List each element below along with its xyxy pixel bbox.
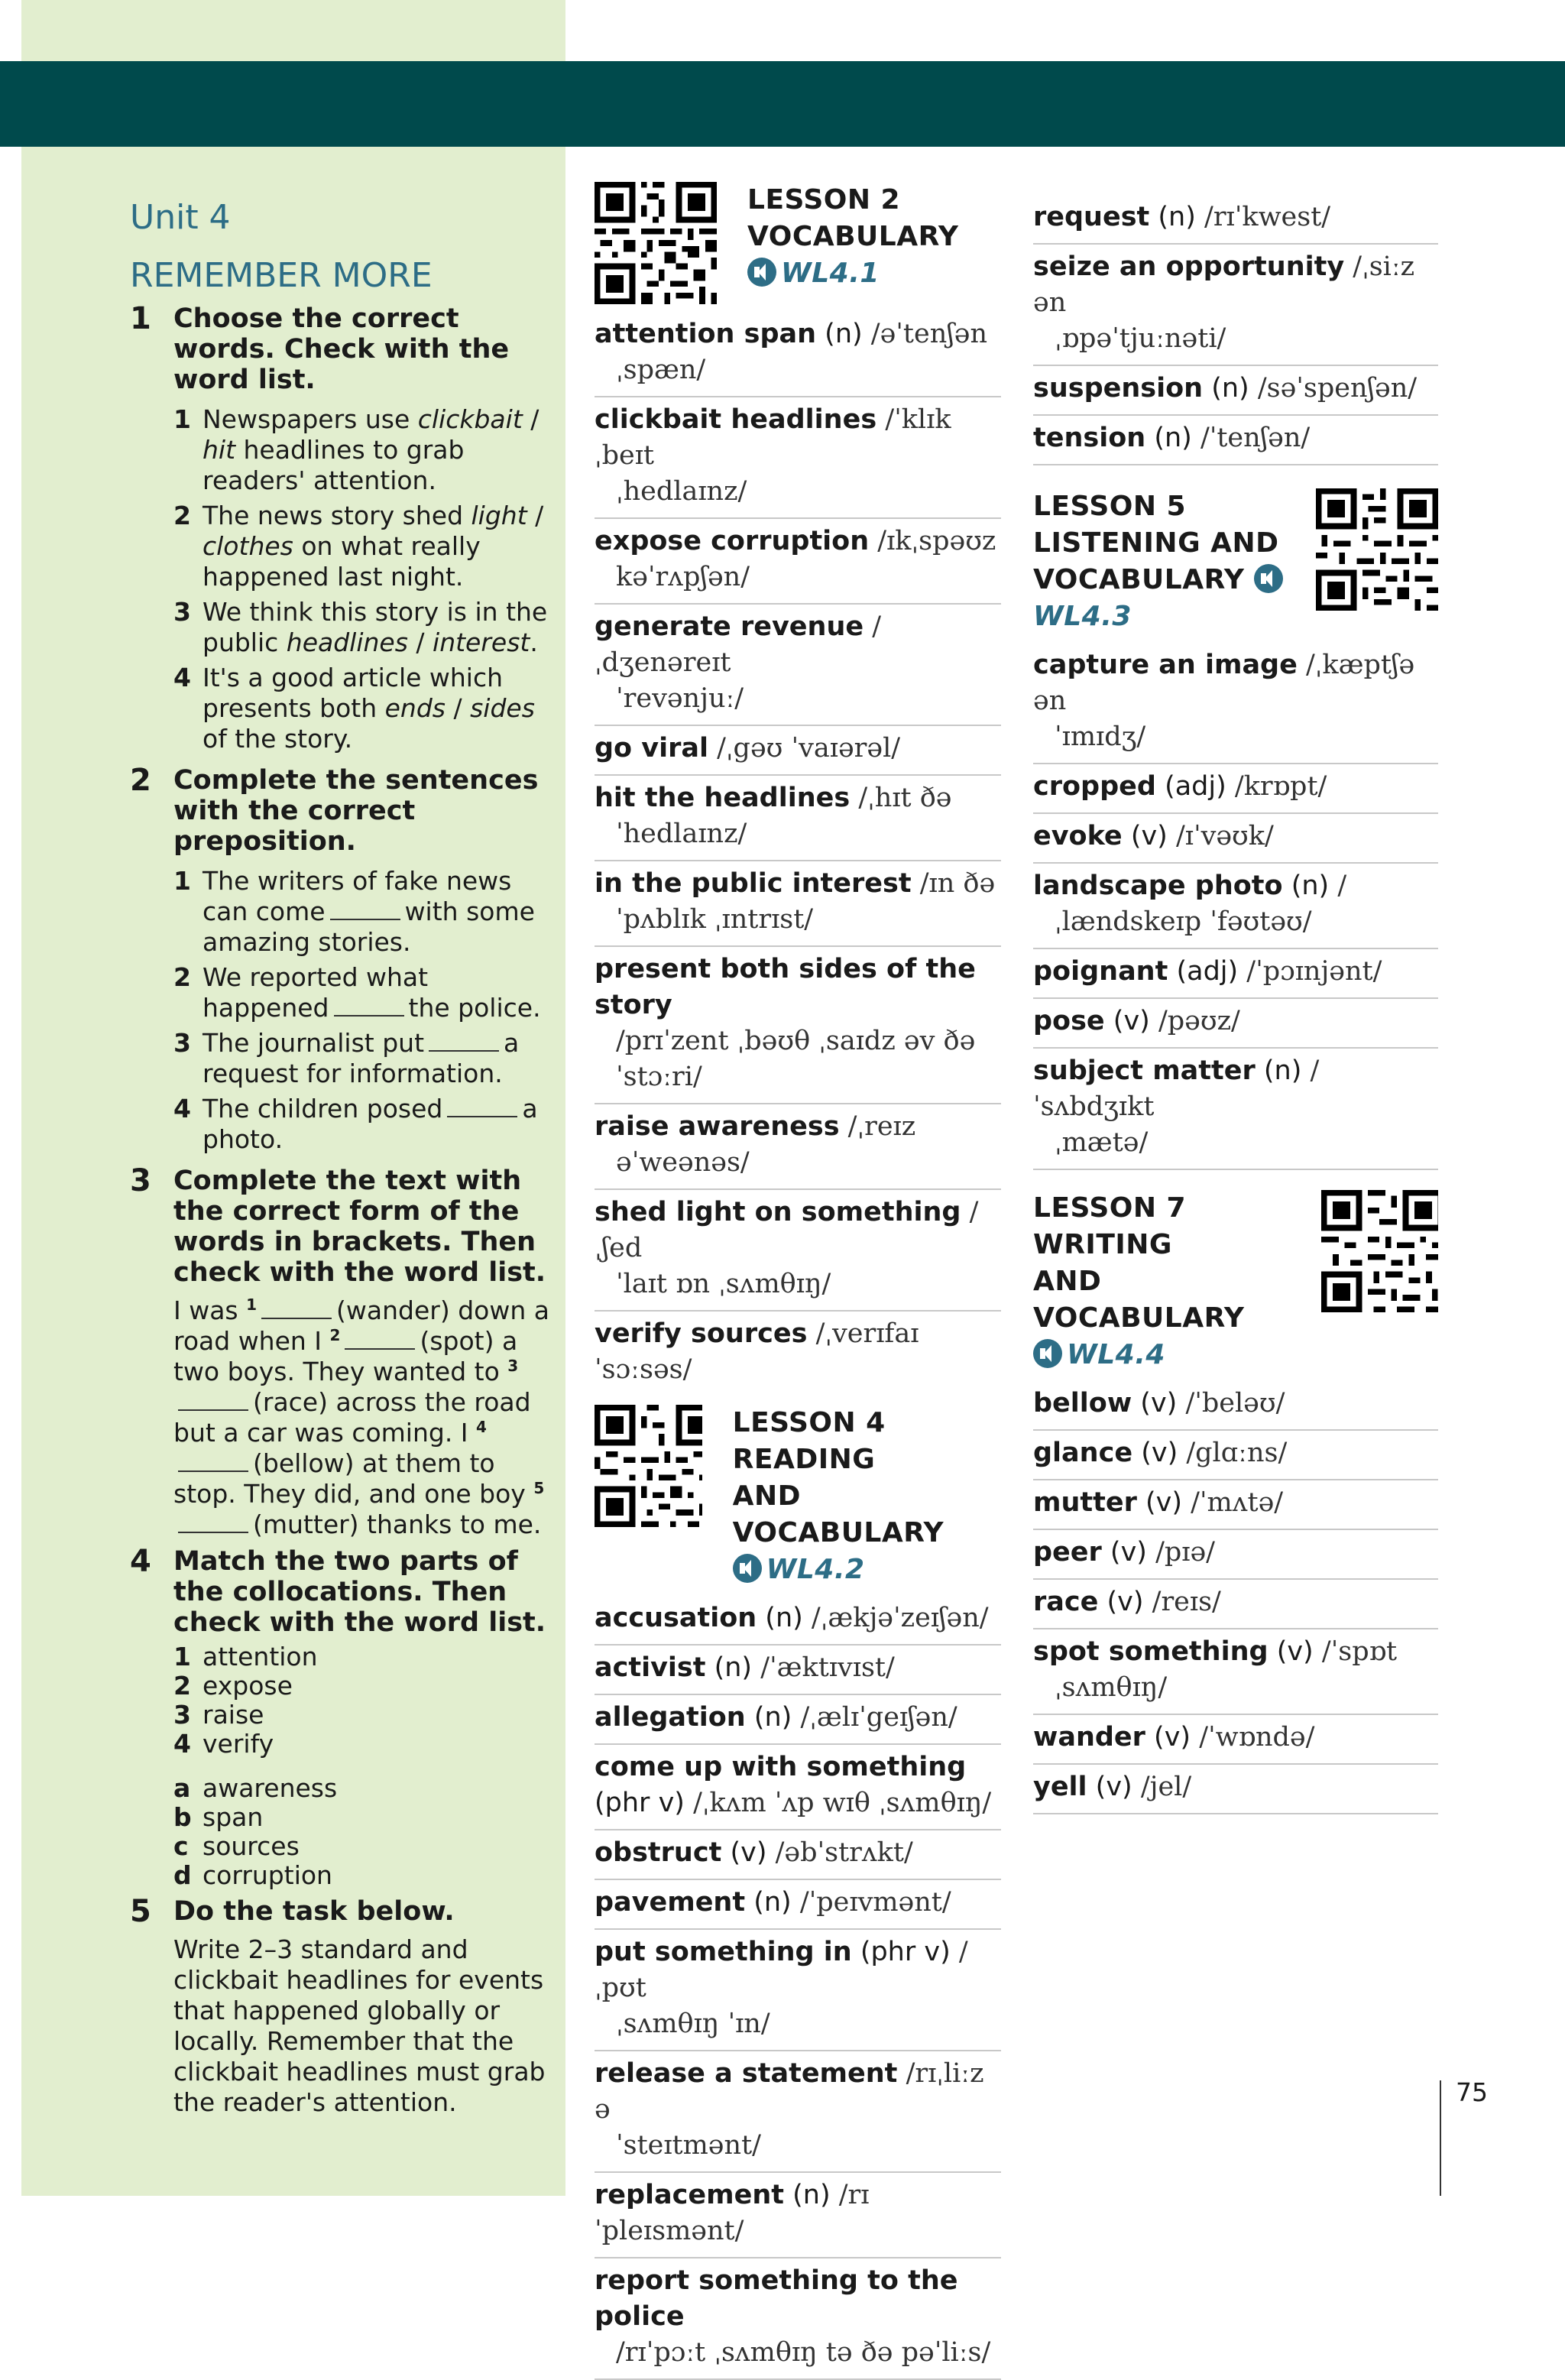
option[interactable]: light [471, 501, 527, 530]
option[interactable]: ends [384, 693, 446, 723]
collocation-left-list: 1 attention 2 expose 3 raise 4 verify [173, 1642, 318, 1759]
word-entry: suspension (n) /səˈspenʃən/ [1033, 366, 1438, 416]
word-entry: report something to the police /rɪˈpɔːt ˌsʌmθɪŋ tə ðə pəˈliːs/ [595, 2258, 1001, 2380]
speaker-icon[interactable] [1033, 1339, 1062, 1368]
lesson-2-header [595, 182, 1001, 304]
word-entry: tension (n) /ˈtenʃən/ [1033, 416, 1438, 465]
lesson-subtitle: VOCABULARY [747, 221, 959, 252]
speaker-icon[interactable] [733, 1554, 762, 1583]
word-entry: pavement (n) /ˈpeɪvmənt/ [595, 1880, 1001, 1930]
exercise-3 [130, 1163, 554, 1540]
audio-code[interactable]: WL4.3 [1033, 601, 1132, 632]
word-entry: raise awareness /ˌreɪz əˈweənəs/ [595, 1104, 1001, 1190]
audio-link[interactable]: WL4.4 [1033, 1337, 1321, 1373]
word-entry: yell (v) /jel/ [1033, 1765, 1438, 1814]
answer-blank[interactable] [178, 1391, 248, 1411]
page-number-divider [1440, 2080, 1441, 2196]
word-entry: seize an opportunity /ˌsiːz ən ˌɒpəˈtjuːnəti/ [1033, 245, 1438, 366]
word-entry: mutter (v) /ˈmʌtə/ [1033, 1480, 1438, 1530]
lesson-5-entries [1033, 643, 1438, 1170]
lesson-2-entries [595, 312, 1001, 1396]
word-entry: generate revenue /ˌdʒenəreɪt ˈrevənjuː/ [595, 605, 1001, 726]
lesson-2-entries-continued [1033, 195, 1438, 465]
word-entry: obstruct (v) /əbˈstrʌkt/ [595, 1830, 1001, 1880]
word-entry: go viral /ˌgəʊ ˈvaɪərəl/ [595, 726, 1001, 776]
lesson-subtitle: AND VOCABULARY [1033, 1266, 1245, 1334]
qr-code-icon[interactable] [1321, 1190, 1438, 1312]
exercise-item: 1 The writers of fake news can come with some amazing stories. [173, 866, 535, 957]
lesson-7-header [1033, 1190, 1438, 1373]
qr-code-icon[interactable] [1316, 488, 1438, 611]
word-entry: cropped (adj) /krɒpt/ [1033, 764, 1438, 814]
exercise-item: 1 Newspapers use clickbait / hit headlines to grab readers' attention. [173, 404, 539, 495]
lesson-title: LESSON 4 READING [732, 1407, 886, 1475]
exercise-item: 3 The journalist put a request for information. [173, 1028, 520, 1088]
exercise-number: 3 [130, 1163, 151, 1198]
word-entry: landscape photo (n) / ˌlændskeɪp ˈfəʊtəʊ/ [1033, 864, 1438, 949]
exercise-2-items [173, 866, 554, 1155]
answer-blank[interactable] [178, 1513, 248, 1533]
lesson-5-header [1033, 488, 1438, 635]
exercise-instruction: Complete the text with the correct form of the words in brackets. Then check with the word list. [173, 1166, 546, 1288]
remember-more-column [130, 195, 554, 2118]
option[interactable]: sides [470, 693, 535, 723]
word-entry: poignant (adj) /ˈpɔɪnjənt/ [1033, 949, 1438, 999]
word-entry: expose corruption /ɪkˌspəʊz kəˈrʌpʃən/ [595, 519, 1001, 605]
word-entry: present both sides of the story /prɪˈzent ˌbəʊθ ˌsaɪdz əv ðə ˈstɔːri/ [595, 947, 1001, 1104]
exercise-1 [130, 303, 554, 759]
answer-blank[interactable] [334, 997, 404, 1017]
unit-title: Unit 4 [130, 198, 231, 237]
exercise-item: 2 We reported what happened the police. [173, 962, 541, 1023]
exercise-item: 2 The news story shed light / clothes on what really happened last night. [173, 501, 544, 592]
lesson-4-entries [595, 1596, 1001, 2380]
answer-blank[interactable] [178, 1452, 248, 1472]
audio-link[interactable]: WL4.2 [733, 1552, 1001, 1588]
exercise-number: 2 [130, 763, 151, 798]
word-entry: spot something (v) /ˈspɒt ˌsʌmθɪŋ/ [1033, 1629, 1438, 1715]
exercise-item: 4 The children posed a photo. [173, 1094, 538, 1154]
word-entry: subject matter (n) /ˈsʌbdʒɪkt ˌmætə/ [1033, 1049, 1438, 1170]
exercise-item: 4 It's a good article which presents both ends / sides of the story. [173, 663, 535, 754]
word-entry: shed light on something /ˌʃed ˈlaɪt ɒn ˌsʌmθɪŋ/ [595, 1190, 1001, 1312]
word-list-column-2 [595, 182, 1001, 2380]
exercise-instruction: Complete the sentences with the correct preposition. [173, 765, 539, 857]
word-entry: activist (n) /ˈæktɪvɪst/ [595, 1646, 1001, 1695]
qr-code-icon[interactable] [595, 1405, 702, 1527]
lesson-title: LESSON 5 [1033, 491, 1187, 522]
page-edge [0, 0, 21, 2196]
exercise-number: 1 [130, 301, 151, 336]
option[interactable]: headlines [286, 627, 408, 657]
word-entry: peer (v) /pɪə/ [1033, 1530, 1438, 1580]
option[interactable]: clothes [203, 531, 293, 561]
page-number: 75 [1456, 2077, 1488, 2107]
exercise-4 [130, 1546, 554, 1890]
lesson-7-entries [1033, 1381, 1438, 1814]
word-entry: pose (v) /pəʊz/ [1033, 999, 1438, 1049]
speaker-icon[interactable] [1254, 564, 1283, 593]
exercise-number: 5 [130, 1894, 151, 1929]
word-entry: hit the headlines /ˌhɪt ðə ˈhedlaɪnz/ [595, 776, 1001, 861]
gap-fill-text: I was $^1$ (wander) down a road when I $^2$ (spot) a two boys. They wanted to $^3$(race) across the road but a car was coming. I $^4$(bellow) at them to stop. They did, and one boy $^5$(mutter) thanks to me. [173, 1295, 549, 1539]
lesson-subtitle: LISTENING AND [1033, 527, 1279, 559]
audio-link[interactable]: WL4.1 [747, 255, 958, 292]
lesson-title: LESSON 7 WRITING [1033, 1192, 1187, 1260]
word-entry: wander (v) /ˈwɒndə/ [1033, 1715, 1438, 1765]
exercise-instruction: Match the two parts of the collocations. Then check with the word list. [173, 1546, 546, 1638]
option[interactable]: clickbait [417, 404, 523, 434]
collocation-right-list: a awareness b span c sources d corruption [173, 1773, 338, 1890]
lesson-title: LESSON 2 [747, 184, 901, 216]
word-entry: put something in (phr v) /ˌpʊt ˌsʌmθɪŋ ˈɪn/ [595, 1930, 1001, 2051]
answer-blank[interactable] [261, 1299, 332, 1319]
remember-more-title: REMEMBER MORE [130, 256, 433, 295]
word-entry: in the public interest /ɪn ðə ˈpʌblɪk ˌɪntrɪst/ [595, 861, 1001, 947]
exercise-instruction: Do the task below. [173, 1896, 455, 1927]
exercise-1-items [173, 404, 554, 754]
word-entry: attention span (n) /əˈtenʃən ˌspæn/ [595, 312, 1001, 397]
answer-blank[interactable] [345, 1330, 415, 1350]
answer-blank[interactable] [447, 1098, 517, 1117]
word-entry: bellow (v) /ˈbeləʊ/ [1033, 1381, 1438, 1431]
task-text: Write 2–3 standard and clickbait headlines for events that happened globally or locally. Remember that the clickbait headlines must grab the reader's attention. [173, 1934, 546, 2117]
option[interactable]: interest [433, 627, 530, 657]
exercise-item: 3 We think this story is in the public headlines / interest. [173, 597, 548, 657]
answer-blank[interactable] [429, 1032, 499, 1052]
speaker-icon[interactable] [747, 258, 776, 287]
option[interactable]: hit [203, 435, 236, 465]
word-entry: verify sources /ˌverɪfaɪ ˈsɔːsəs/ [595, 1318, 919, 1385]
word-entry: glance (v) /glɑːns/ [1033, 1431, 1438, 1480]
lesson-subtitle: AND VOCABULARY [732, 1480, 945, 1548]
word-entry: allegation (n) /ˌælɪˈgeɪʃən/ [595, 1695, 1001, 1745]
word-entry: replacement (n) /rɪˈpleɪsmənt/ [595, 2173, 1001, 2258]
word-entry: clickbait headlines /ˈklɪkˌbeɪt ˌhedlaɪnz/ [595, 397, 1001, 519]
word-entry: release a statement /rɪˌliːz ə ˈsteɪtmənt/ [595, 2051, 1001, 2173]
audio-link[interactable]: VOCABULARY [1033, 562, 1288, 598]
answer-blank[interactable] [330, 900, 400, 920]
exercise-5 [130, 1896, 554, 2118]
word-entry: request (n) /rɪˈkwest/ [1033, 195, 1438, 245]
qr-code-icon[interactable] [595, 182, 717, 304]
exercise-2 [130, 765, 554, 1159]
lesson-4-header [595, 1405, 1001, 1588]
exercise-number: 4 [130, 1544, 151, 1579]
word-list-column-3 [1033, 195, 1438, 1814]
header-banner [0, 61, 1565, 147]
word-entry: race (v) /reɪs/ [1033, 1580, 1438, 1629]
word-entry: accusation (n) /ˌækjəˈzeɪʃən/ [595, 1596, 1001, 1646]
exercise-instruction: Choose the correct words. Check with the word list. [173, 303, 510, 395]
word-entry: come up with something (phr v) /ˌkʌm ˈʌp wɪθ ˌsʌmθɪŋ/ [595, 1745, 1001, 1830]
word-entry: capture an image /ˌkæptʃə ən ˈɪmɪdʒ/ [1033, 643, 1438, 764]
word-entry: evoke (v) /ɪˈvəʊk/ [1033, 814, 1438, 864]
